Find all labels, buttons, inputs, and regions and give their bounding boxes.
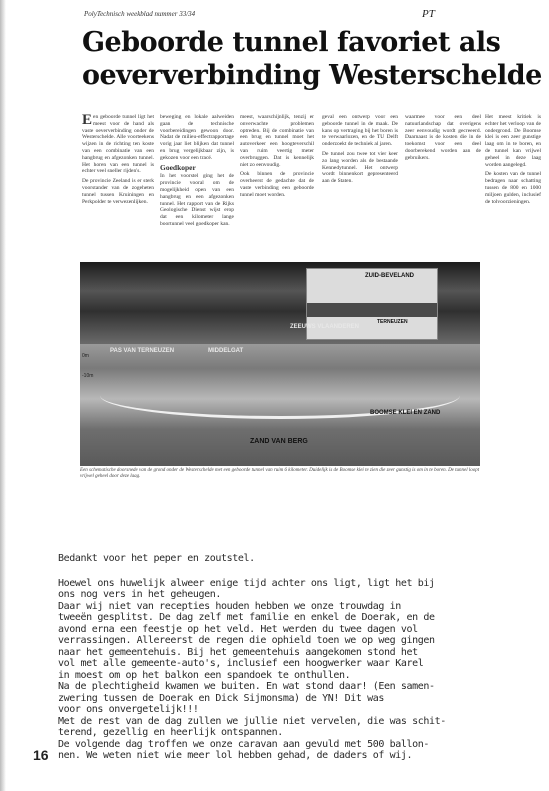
label-zand-van-berg: ZAND VAN BERG [250, 438, 308, 445]
figure-depth-scale: 0m -10m [82, 353, 94, 379]
letter-line: ons nog vers in het geheugen. [58, 589, 221, 600]
article-subhead: Goedkoper [160, 162, 196, 172]
article-column-1 [82, 114, 154, 266]
label-middelgat: MIDDELGAT [208, 348, 244, 354]
article-paragraph: De tunnel zou twee tot vier keer zo lang worden als de bestaande Kennedytunnel. Het ontwerp wordt binnenkort gepresenteerd aan de Staten. [322, 150, 398, 185]
letter-line: verrassingen. Allereerst de regen die ophield toen we op weg gingen [58, 635, 435, 646]
letter-line: vol met alle gemeente-auto's, inclusief een hoogwerker waar Karel [58, 658, 424, 669]
article-column-3 [240, 114, 314, 266]
newspaper-clipping [60, 6, 542, 528]
letter-line: in moest om op het balkon een spandoek te onthullen. [58, 669, 351, 681]
letter-line: voor ons onvergetelijk!!! [58, 704, 199, 715]
article-intro: en geboorde tunnel ligt het meest voor de hand als vaste oeververbinding onder de Westerschelde. Alle voorteekens wijzen in de richting ten koste van een combinatie van een hangbrug en afgezonken tunnel. Het horen van een tunnel is echter veel sneller rijden's. [82, 114, 154, 175]
letter-line: Met de rest van de dag zullen we jullie niet vervelen, die was schit- [58, 715, 446, 727]
article-paragraph: Ook binnen de provincie overheerst de gedachte dat de vaste verbinding een geboorde tunnel moet worden. [240, 171, 314, 198]
label-zuid-beveland: ZUID-BEVELAND [365, 273, 414, 279]
article-paragraph: De provincie Zeeland is er sterk voorstander van de zogeheten tunnel tussen Kruiningen en Perkpolder te verwezenlijken. [82, 178, 154, 205]
article-column-5 [405, 114, 481, 266]
drop-cap: E [82, 114, 93, 128]
letter-line: nen. We weten niet wie meer lol hebben gehad, de daders of wij. [58, 750, 413, 761]
letter-line: Na de plechtigheid kwamen we buiten. En wat stond daar! (Een samen- [58, 681, 435, 692]
headline-line-2: oeververbinding Westerschelde [82, 60, 542, 91]
label-zeeuws-vlaanderen: ZEEUWS VLAANDEREN [290, 324, 360, 330]
page-edge-shadow [0, 0, 6, 791]
article-column-2 [160, 114, 234, 266]
article-paragraph: meest, waarschijnlijk, tenzij er onverwachte problemen optreden. Bij de combinatie van een brug en tunnel moet het autoverkeer een hoogteverschil van ruim veertig meter overbruggen. Dat is kennelijk niet zo eenvoudig. [240, 114, 314, 168]
label-boomse-klei: BOOMSE KLEI EN ZAND [370, 410, 441, 416]
tunnel-cross-section-figure [80, 262, 480, 466]
letter-line: avond erna een feestje op het veld. Het werden du twee dagen vol [58, 623, 418, 635]
letter-line: De volgende dag troffen we onze caravan aan gevuld met 500 ballon- [58, 738, 429, 750]
letter-line: zwering tussen de Doerak en Dick Sijmonsma) de YN! Dit was [58, 692, 384, 704]
label-pas-van-terneuzen: PAS VAN TERNEUZEN [110, 348, 175, 354]
typed-letter [58, 553, 534, 762]
publication-tag: PT [422, 8, 435, 20]
letter-line: naar het gemeentehuis. Bij het gemeentehuis aangekomen stond het [58, 646, 418, 658]
article-paragraph: waarmee voor een deel natuurlandschap dat overigens zeer eenvoudig wordt gecreeerd. Daarnaast is de kosten die in de toekomst voor een deel doorberekend worden aan de gebruikers. [405, 114, 481, 161]
publication-header: PolyTechnisch weekblad nummer 33/34 [84, 10, 196, 18]
letter-line: terend, gezellig en heerlijk ontspannen. [58, 727, 283, 738]
article-paragraph: geval een ontwerp voor een geboorde tunnel in de maak. De kans op vertraging bij het boren is te verwaarlozen, en de TU Delft onderzoekt de techniek al jaren. [322, 114, 398, 148]
headline-line-1: Geboorde tunnel favoriet als [82, 27, 501, 58]
letter-greeting: Bedankt voor het peper en zoutstel. [58, 553, 255, 564]
article-paragraph: In het voorstel ging het de provincie vooral om de mogelijkheid open van een hangbrug en een afgezonken tunnel. Het rapport van de Rijks Geologische Dienst wijst erop dat een kilometer lange boortunnel veel goedkoper kan. [160, 173, 234, 227]
article-paragraph: Het meest kritiek is echter het verloop van de ondergrond. De Boomse klei is een zeer gunstige laag om in te boren, en de tunnel kan vrijwel geheel in deze laag worden aangelegd. [485, 114, 541, 168]
letter-line: tweeën gesplitst. De dag zelf met familie en enkel de Doerak, en de [58, 612, 435, 623]
letter-line: Hoewel ons huwelijk alweer enige tijd achter ons ligt, ligt het bij [58, 577, 435, 589]
article-paragraph: beweging en lokale aalweiden gaan de technische voorbereidingen gewoon door. Nadat de milieu-effectrapportage vorig jaar liet blijken dat tunnel en brug vergelijkbaar zijn, is gekozen voor een tracé. [160, 114, 234, 161]
article-headline [82, 26, 542, 92]
figure-caption: Een schematische doorsnede van de grond onder de Westerschelde met een geboorde tunnel van ruim 6 kilometer. Duidelijk is de Boomse klei te zien die zeer gunstig is om in te boren. De tunnel loopt vrijwel geheel door deze laag. [80, 468, 480, 479]
article-paragraph: De kosten van de tunnel bedragen naar schatting tussen de 800 en 1000 miljoen gulden, inclusief de tolvoorzieningen. [485, 171, 541, 205]
article-column-6 [485, 114, 541, 464]
map-water [307, 303, 437, 317]
page-number: 16 [33, 747, 49, 763]
letter-line: Daar wij niet van recepties houden hebben we onze trouwdag in [58, 600, 401, 612]
label-terneuzen: TERNEUZEN [377, 319, 408, 325]
article-column-4 [322, 114, 398, 266]
